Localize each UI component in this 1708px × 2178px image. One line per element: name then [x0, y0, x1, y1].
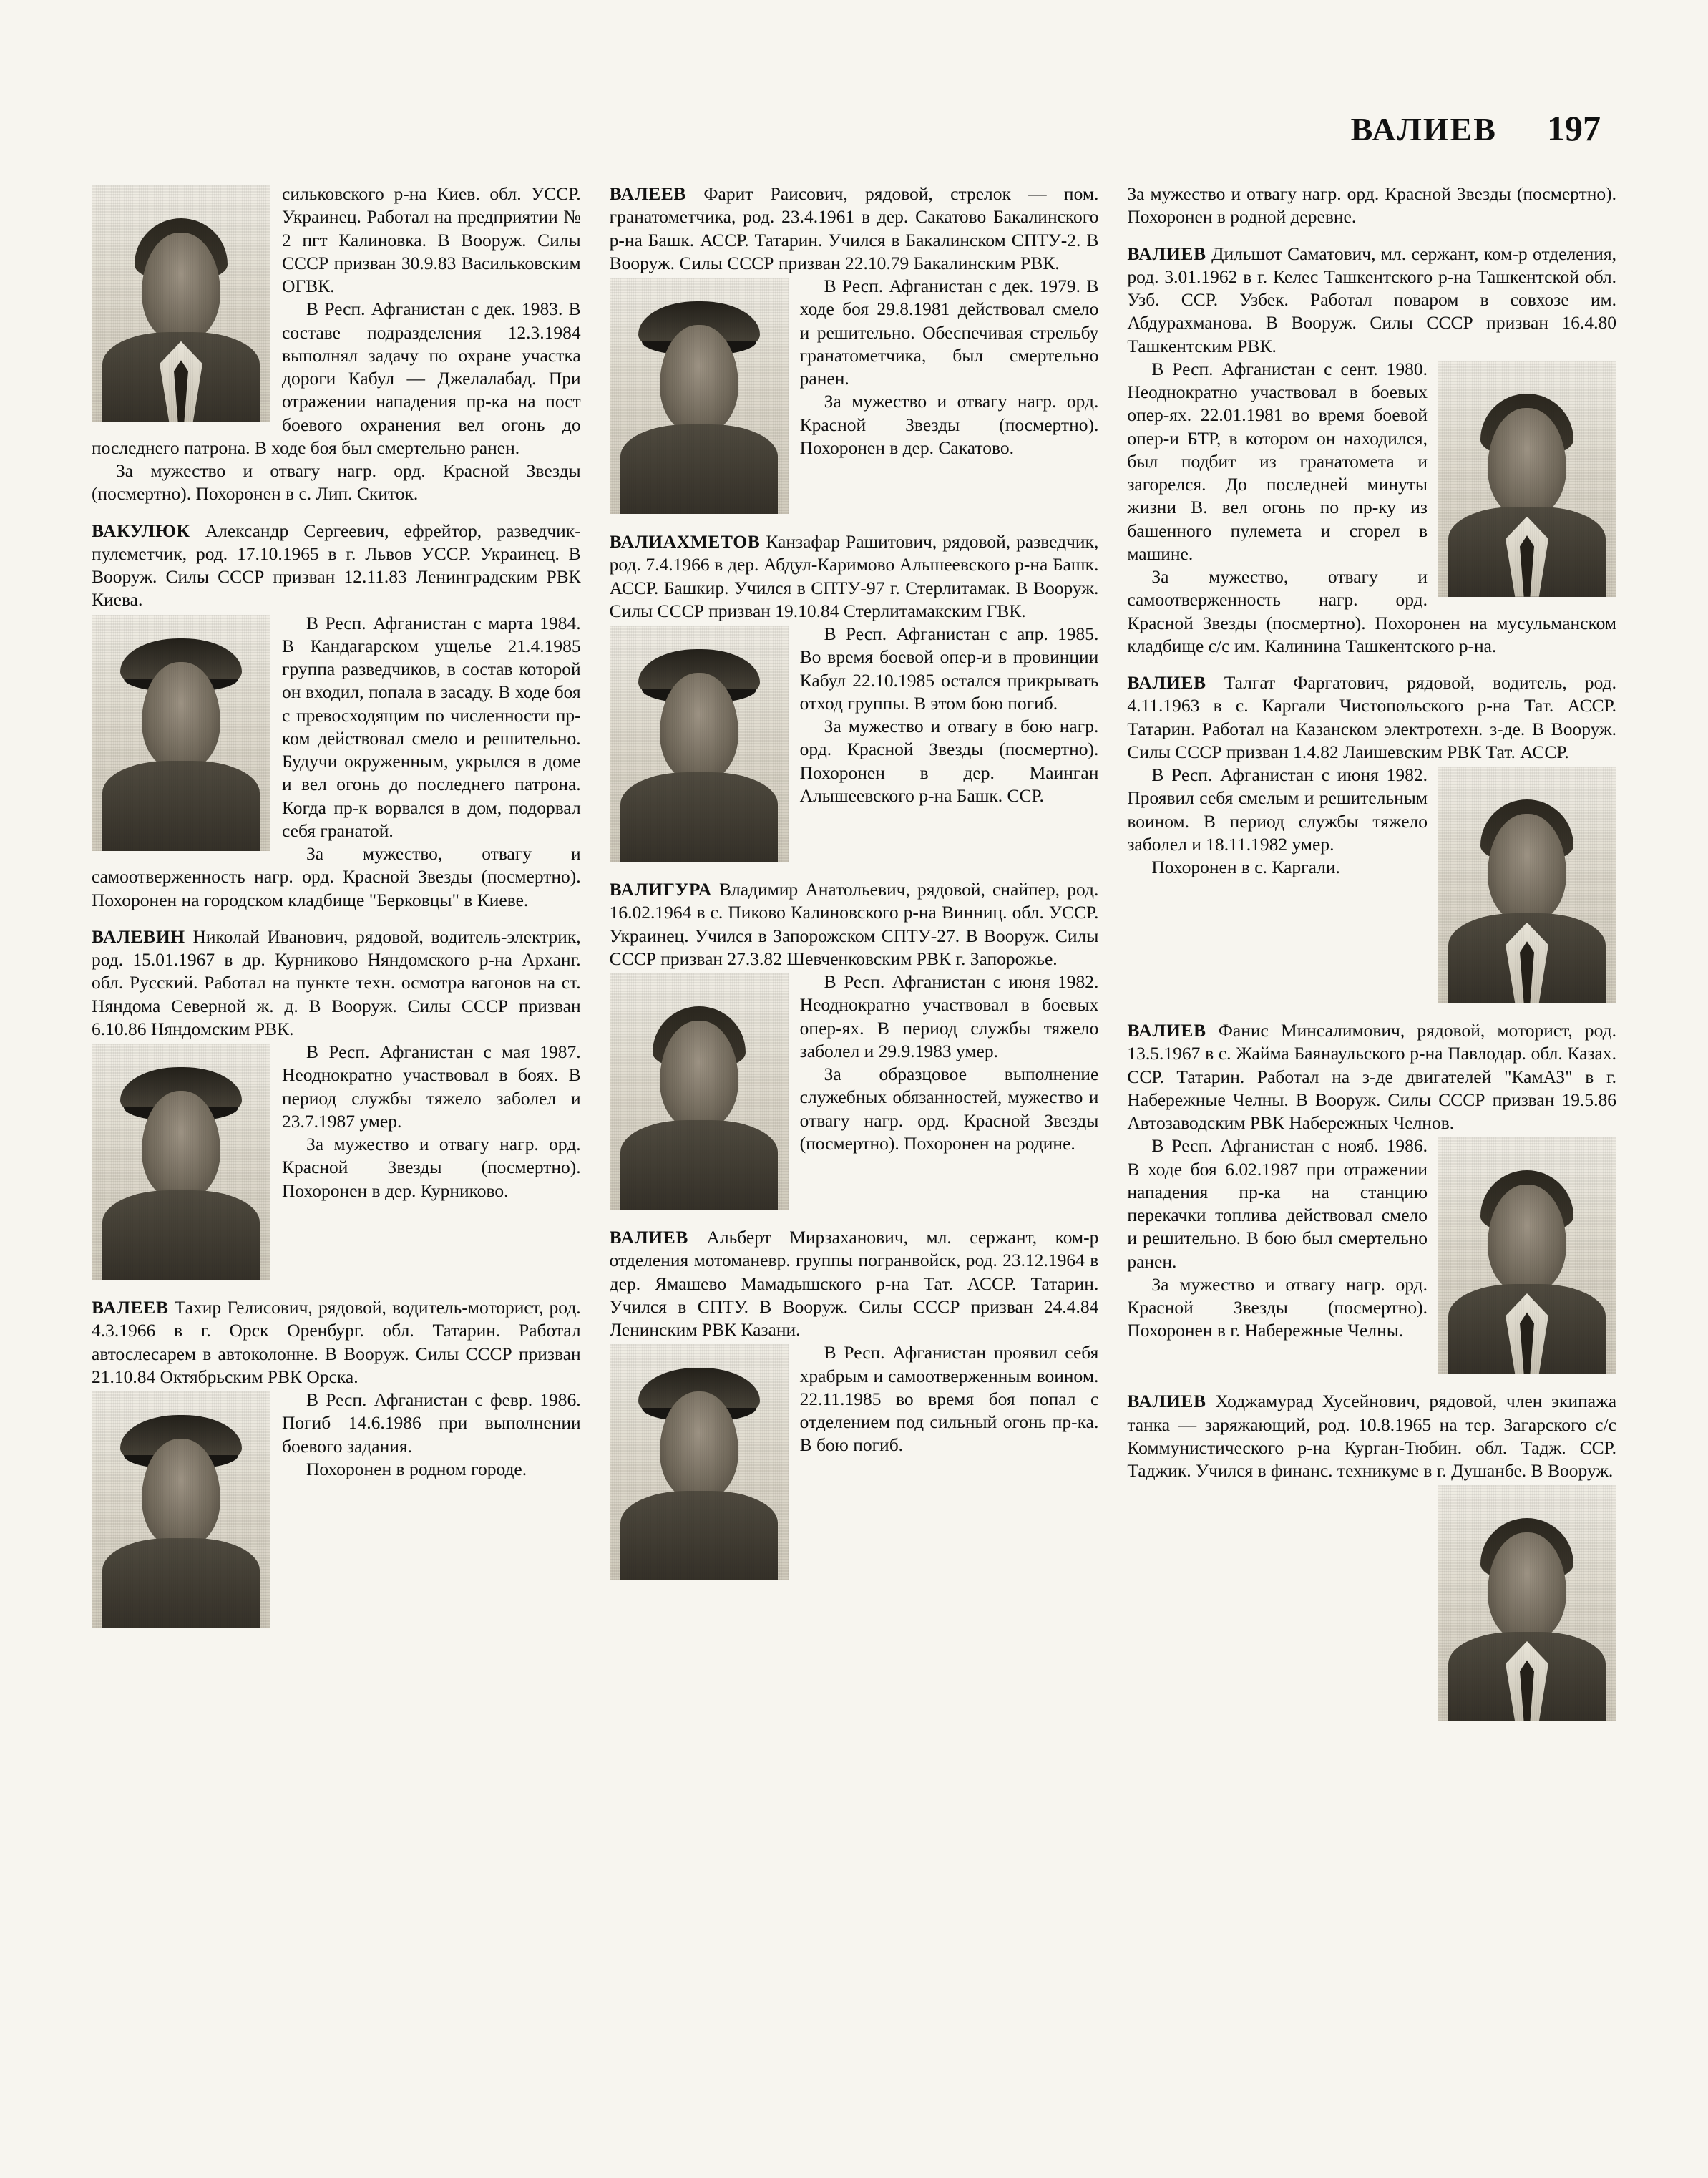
entry-paragraph: В Респ. Афганистан с нояб. 1986. В ходе боя 6.02.1987 при отражении нападения пр-ка на станцию перекачки топлива действовал смело и решительно. В бою был смертельно ранен. — [1127, 1135, 1428, 1272]
entry-paragraph-text: Николай Иванович, рядовой, водитель-электрик, род. 15.01.1967 в др. Курниково Няндомского р-на Арханг. обл. Русский. Работал на пункте техн. осмотра вагонов на ст. Няндома Северной ж. д. В Вооруж. Силы СССР призван 6.10.86 Няндомским РВК. — [92, 925, 581, 1039]
entry-paragraph: Похоронен в с. Каргали. — [1151, 857, 1340, 877]
portrait-photo — [1438, 1137, 1616, 1374]
entry-name: ВАЛИЕВ — [1127, 243, 1206, 264]
dictionary-entry — [610, 1226, 1099, 1583]
entry-paragraph: За мужество и отвагу нагр. орд. Красной Звезды (посмертно). Похоронен в дер. Сакатово. — [799, 391, 1099, 458]
entry-name: ВАЛЕЕВ — [609, 183, 687, 204]
entry-name: ВАЛИЕВ — [1127, 1020, 1206, 1041]
dictionary-entry — [92, 183, 581, 506]
entry-paragraph-text: Фанис Минсалимович, рядовой, моторист, род. 13.5.1967 в с. Жайма Баянаульского р-на Павлодар. обл. Казах. ССР. Татарин. Работал на з-де двигателей "КамАЗ" в г. Набережные Челны. В Вооруж. Силы СССР призван 19.5.86 Автозаводским РВК Набережных Челнов. — [1127, 1020, 1617, 1133]
entry-name: ВАКУЛЮК — [92, 520, 190, 541]
portrait-photo — [1438, 1485, 1616, 1721]
dictionary-entry — [1127, 1390, 1616, 1724]
entry-paragraph-text: Талгат Фаргатович, рядовой, водитель, род. 4.11.1963 в с. Каргали Чистопольского р-на Тат. АССР. Татарин. Работал на Казанском электротехн. з-де. В Вооруж. Силы СССР призван 1.4.82 Лаишевским РВК Тат. АССР. — [1127, 672, 1617, 762]
entry-first-paragraph — [610, 183, 1099, 275]
entry-first-paragraph — [1127, 243, 1616, 358]
page-number: 197 — [1547, 108, 1601, 148]
entry-paragraph: сильковского р-на Киев. обл. УССР. Украинец. Работал на предприятии № 2 пгт Калиновка. В Вооруж. Силы СССР призван 30.9.83 Васильковским ОГВК. — [282, 183, 581, 296]
column-right — [1127, 183, 1616, 2135]
entry-paragraph: В Респ. Афганистан с дек. 1979. В ходе боя 29.8.1981 действовал смело и решительно. Обеспечивая стрельбу гранатометчика, был смертельно ранен. — [799, 276, 1099, 389]
portrait-photo — [610, 278, 789, 514]
dictionary-entry — [1127, 183, 1616, 229]
entry-name: ВАЛИАХМЕТОВ — [609, 531, 761, 552]
dictionary-entry — [610, 530, 1099, 865]
entry-paragraph: В Респ. Афганистан с февр. 1986. Погиб 14.6.1986 при выполнении боевого задания. — [282, 1389, 581, 1457]
entry-paragraph: За мужество и отвагу нагр. орд. Красной Звезды (посмертно). Похоронен в г. Набережные Челны. — [1127, 1273, 1428, 1341]
column-center — [610, 183, 1099, 2135]
entry-paragraph: В Респ. Афганистан с сент. 1980. Неоднократно участвовал в боевых опер-ях. 22.01.1981 во время боевой опер-и БТР, в котором он находился, был подбит из гранатомета и загорелся. До последней минуты жизни В. вел огонь по пр-ку из башенного пулемета и сгорел в машине. — [1127, 358, 1428, 564]
entry-paragraph-text: Владимир Анатольевич, рядовой, снайпер, род. 16.02.1964 в с. Пиково Калиновского р-на Винниц. обл. УССР. Украинец. Учился в Запорожском СПТУ-27. В Вооруж. Силы СССР призван 27.3.82 Шевченковским РВК г. Запорожье. — [609, 879, 1099, 969]
entry-name: ВАЛИЕВ — [1127, 1391, 1206, 1412]
dictionary-entry — [1127, 243, 1616, 658]
entry-paragraph: За мужество и отвагу нагр. орд. Красной Звезды (посмертно). Похоронен в дер. Курниково. — [282, 1134, 581, 1201]
entry-paragraph-text: Дильшот Саматович, мл. сержант, ком-р отделения, род. 3.01.1962 в г. Келес Ташкентского р-на Ташкентской обл. Узб. ССР. Узбек. Работал поваром в совхозе им. Абдурахманова. В Вооруж. Силы СССР призван 16.4.80 Ташкентским РВК. — [1127, 243, 1617, 356]
entry-paragraph: За мужество, отвагу и самоотверженность нагр. орд. Красной Звезды (посмертно). Похоронен на мусульманском кладбище с/с им. Калинина Ташкентского р-на. — [1127, 566, 1617, 656]
entry-first-paragraph — [1127, 671, 1616, 764]
portrait-photo — [610, 626, 789, 862]
dictionary-entry — [92, 925, 581, 1283]
entry-first-paragraph — [1127, 1390, 1616, 1482]
entry-paragraph: В Респ. Афганистан с мая 1987. Неоднократно участвовал в боях. В период службы тяжело заболел и 23.7.1987 умер. — [282, 1041, 581, 1132]
dictionary-entry — [1127, 671, 1616, 1006]
entry-first-paragraph — [610, 1226, 1099, 1341]
portrait-photo — [1438, 767, 1616, 1003]
entry-paragraph: За мужество и отвагу нагр. орд. Красной Звезды (посмертно). Похоронен в с. Лип. Скиток. — [92, 460, 581, 505]
entry-paragraph: В Респ. Афганистан с марта 1984. В Кандагарском ущелье 21.4.1985 группа разведчиков, в состав которой он входил, попала в засаду. В ходе боя с превосходящим по численности пр-ком действовал смело и решительно. Будучи окруженным, укрылся в доме и вел огонь до последнего патрона. Когда пр-к ворвался в дом, подорвал себя гранатой. — [282, 612, 581, 841]
portrait-photo — [92, 615, 270, 851]
entry-paragraph: В Респ. Афганистан проявил себя храбрым и самоотверженным воином. 22.11.1985 во время боя попал с отделением под сильный огонь пр-ка. В бою погиб. — [799, 1342, 1099, 1456]
portrait-photo — [92, 1391, 270, 1628]
entry-paragraph: В Респ. Афганистан с апр. 1985. Во время боевой опер-и в провинции Кабул 22.10.1985 остался прикрывать отход группы. В этом бою погиб. — [799, 623, 1099, 714]
entry-paragraph: Похоронен в родном городе. — [306, 1458, 527, 1479]
dictionary-entry — [610, 878, 1099, 1212]
entry-paragraph-text: Александр Сергеевич, ефрейтор, разведчик-пулеметчик, род. 17.10.1965 в г. Львов УССР. Украинец. В Вооруж. Силы СССР призван 12.11.83 Ленинградским РВК Киева. — [92, 520, 581, 611]
portrait-photo — [92, 185, 270, 422]
entry-first-paragraph — [1127, 1019, 1616, 1134]
entry-first-paragraph — [92, 925, 581, 1041]
entry-first-paragraph — [92, 1296, 581, 1389]
portrait-photo — [1438, 361, 1616, 597]
entry-paragraph-text: Тахир Гелисович, рядовой, водитель-моторист, род. 4.3.1966 в г. Орск Оренбург. обл. Татарин. Работал автослесарем в автоколонне. В Вооруж. Силы СССР призван 21.10.84 Октябрьским РВК Орска. — [92, 1297, 581, 1387]
dictionary-entry — [92, 1296, 581, 1630]
entry-paragraph: За мужество и отвагу нагр. орд. Красной Звезды (посмертно). Похоронен в родной деревне. — [1127, 183, 1617, 228]
dictionary-entry — [610, 183, 1099, 517]
entry-paragraph-text: Ходжамурад Хусейнович, рядовой, член экипажа танка — заряжающий, род. 10.8.1965 на тер. Загарского с/с Коммунистического р-на Курган-Тюбин. обл. Тадж. ССР. Таджик. Учился в финанс. техникуме в г. Душанбе. В Вооруж. — [1127, 1391, 1617, 1481]
column-left — [92, 183, 581, 2135]
entry-first-paragraph — [610, 530, 1099, 623]
entry-first-paragraph — [610, 878, 1099, 971]
entry-first-paragraph — [92, 520, 581, 612]
entry-name: ВАЛЕЕВ — [92, 1297, 169, 1318]
dictionary-entry — [92, 520, 581, 912]
portrait-photo — [92, 1044, 270, 1280]
entry-paragraph-text: Канзафар Рашитович, рядовой, разведчик, род. 7.4.1966 в дер. Абдул-Каримово Альшеевского р-на Башк. АССР. Башкир. Учился в СПТУ-97 г. Стерлитамак. В Вооруж. Силы СССР призван 19.10.84 Стерлитамакским ГВК. — [609, 531, 1099, 621]
running-header — [1351, 107, 1601, 149]
entry-paragraph: За образцовое выполнение служебных обязанностей, мужество и отвагу нагр. орд. Красной Звезды (посмертно). Похоронен на родине. — [799, 1064, 1099, 1154]
entry-paragraph-text: Фарит Раисович, рядовой, стрелок — пом. гранатометчика, род. 23.4.1961 в дер. Сакатово Бакалинского р-на Башк. АССР. Татарин. Учился в Бакалинском СПТУ-2. В Вооруж. Силы СССР призван 22.10.79 Бакалинским РВК. — [609, 183, 1099, 273]
text-columns — [92, 183, 1616, 2135]
entry-paragraph: За мужество и отвагу в бою нагр. орд. Красной Звезды (посмертно). Похоронен в дер. Маинган Алышеевского р-на Башк. ССР. — [799, 716, 1099, 806]
entry-name: ВАЛЕВИН — [92, 925, 185, 947]
entry-paragraph: В Респ. Афганистан с июня 1982. Неоднократно участвовал в боевых опер-ях. В период службы тяжело заболел и 29.9.1983 умер. — [799, 971, 1099, 1061]
entry-name: ВАЛИГУРА — [609, 879, 712, 900]
entry-paragraph: В Респ. Афганистан с дек. 1983. В составе подразделения 12.3.1984 выполнял задачу по охране участка дороги Кабул — Джелалабад. При отражении нападения пр-ка на пост боевого охранения вел огонь до последнего патрона. В ходе боя был смертельно ранен. — [92, 298, 581, 458]
entry-name: ВАЛИЕВ — [1127, 672, 1206, 693]
entry-name: ВАЛИЕВ — [609, 1227, 688, 1248]
entry-paragraph: В Респ. Афганистан с июня 1982. Проявил себя смелым и решительным воином. В период службы тяжело заболел и 18.11.1982 умер. — [1127, 764, 1428, 855]
dictionary-entry — [1127, 1019, 1616, 1376]
running-head-word: ВАЛИЕВ — [1350, 111, 1497, 147]
portrait-photo — [610, 1344, 789, 1580]
entry-paragraph: За мужество, отвагу и самоотверженность нагр. орд. Красной Звезды (посмертно). Похоронен на городском кладбище "Берковцы" в Киеве. — [92, 843, 581, 910]
portrait-photo — [610, 973, 789, 1210]
entry-paragraph-text: Альберт Мирзаханович, мл. сержант, ком-р отделения мотоманевр. группы погранвойск, род. 23.12.1964 в дер. Ямашево Мамадышского р-на Тат. АССР. Татарин. Учился в СПТУ. В Вооруж. Силы СССР призван 24.4.84 Ленинским РВК Казани. — [609, 1227, 1099, 1340]
